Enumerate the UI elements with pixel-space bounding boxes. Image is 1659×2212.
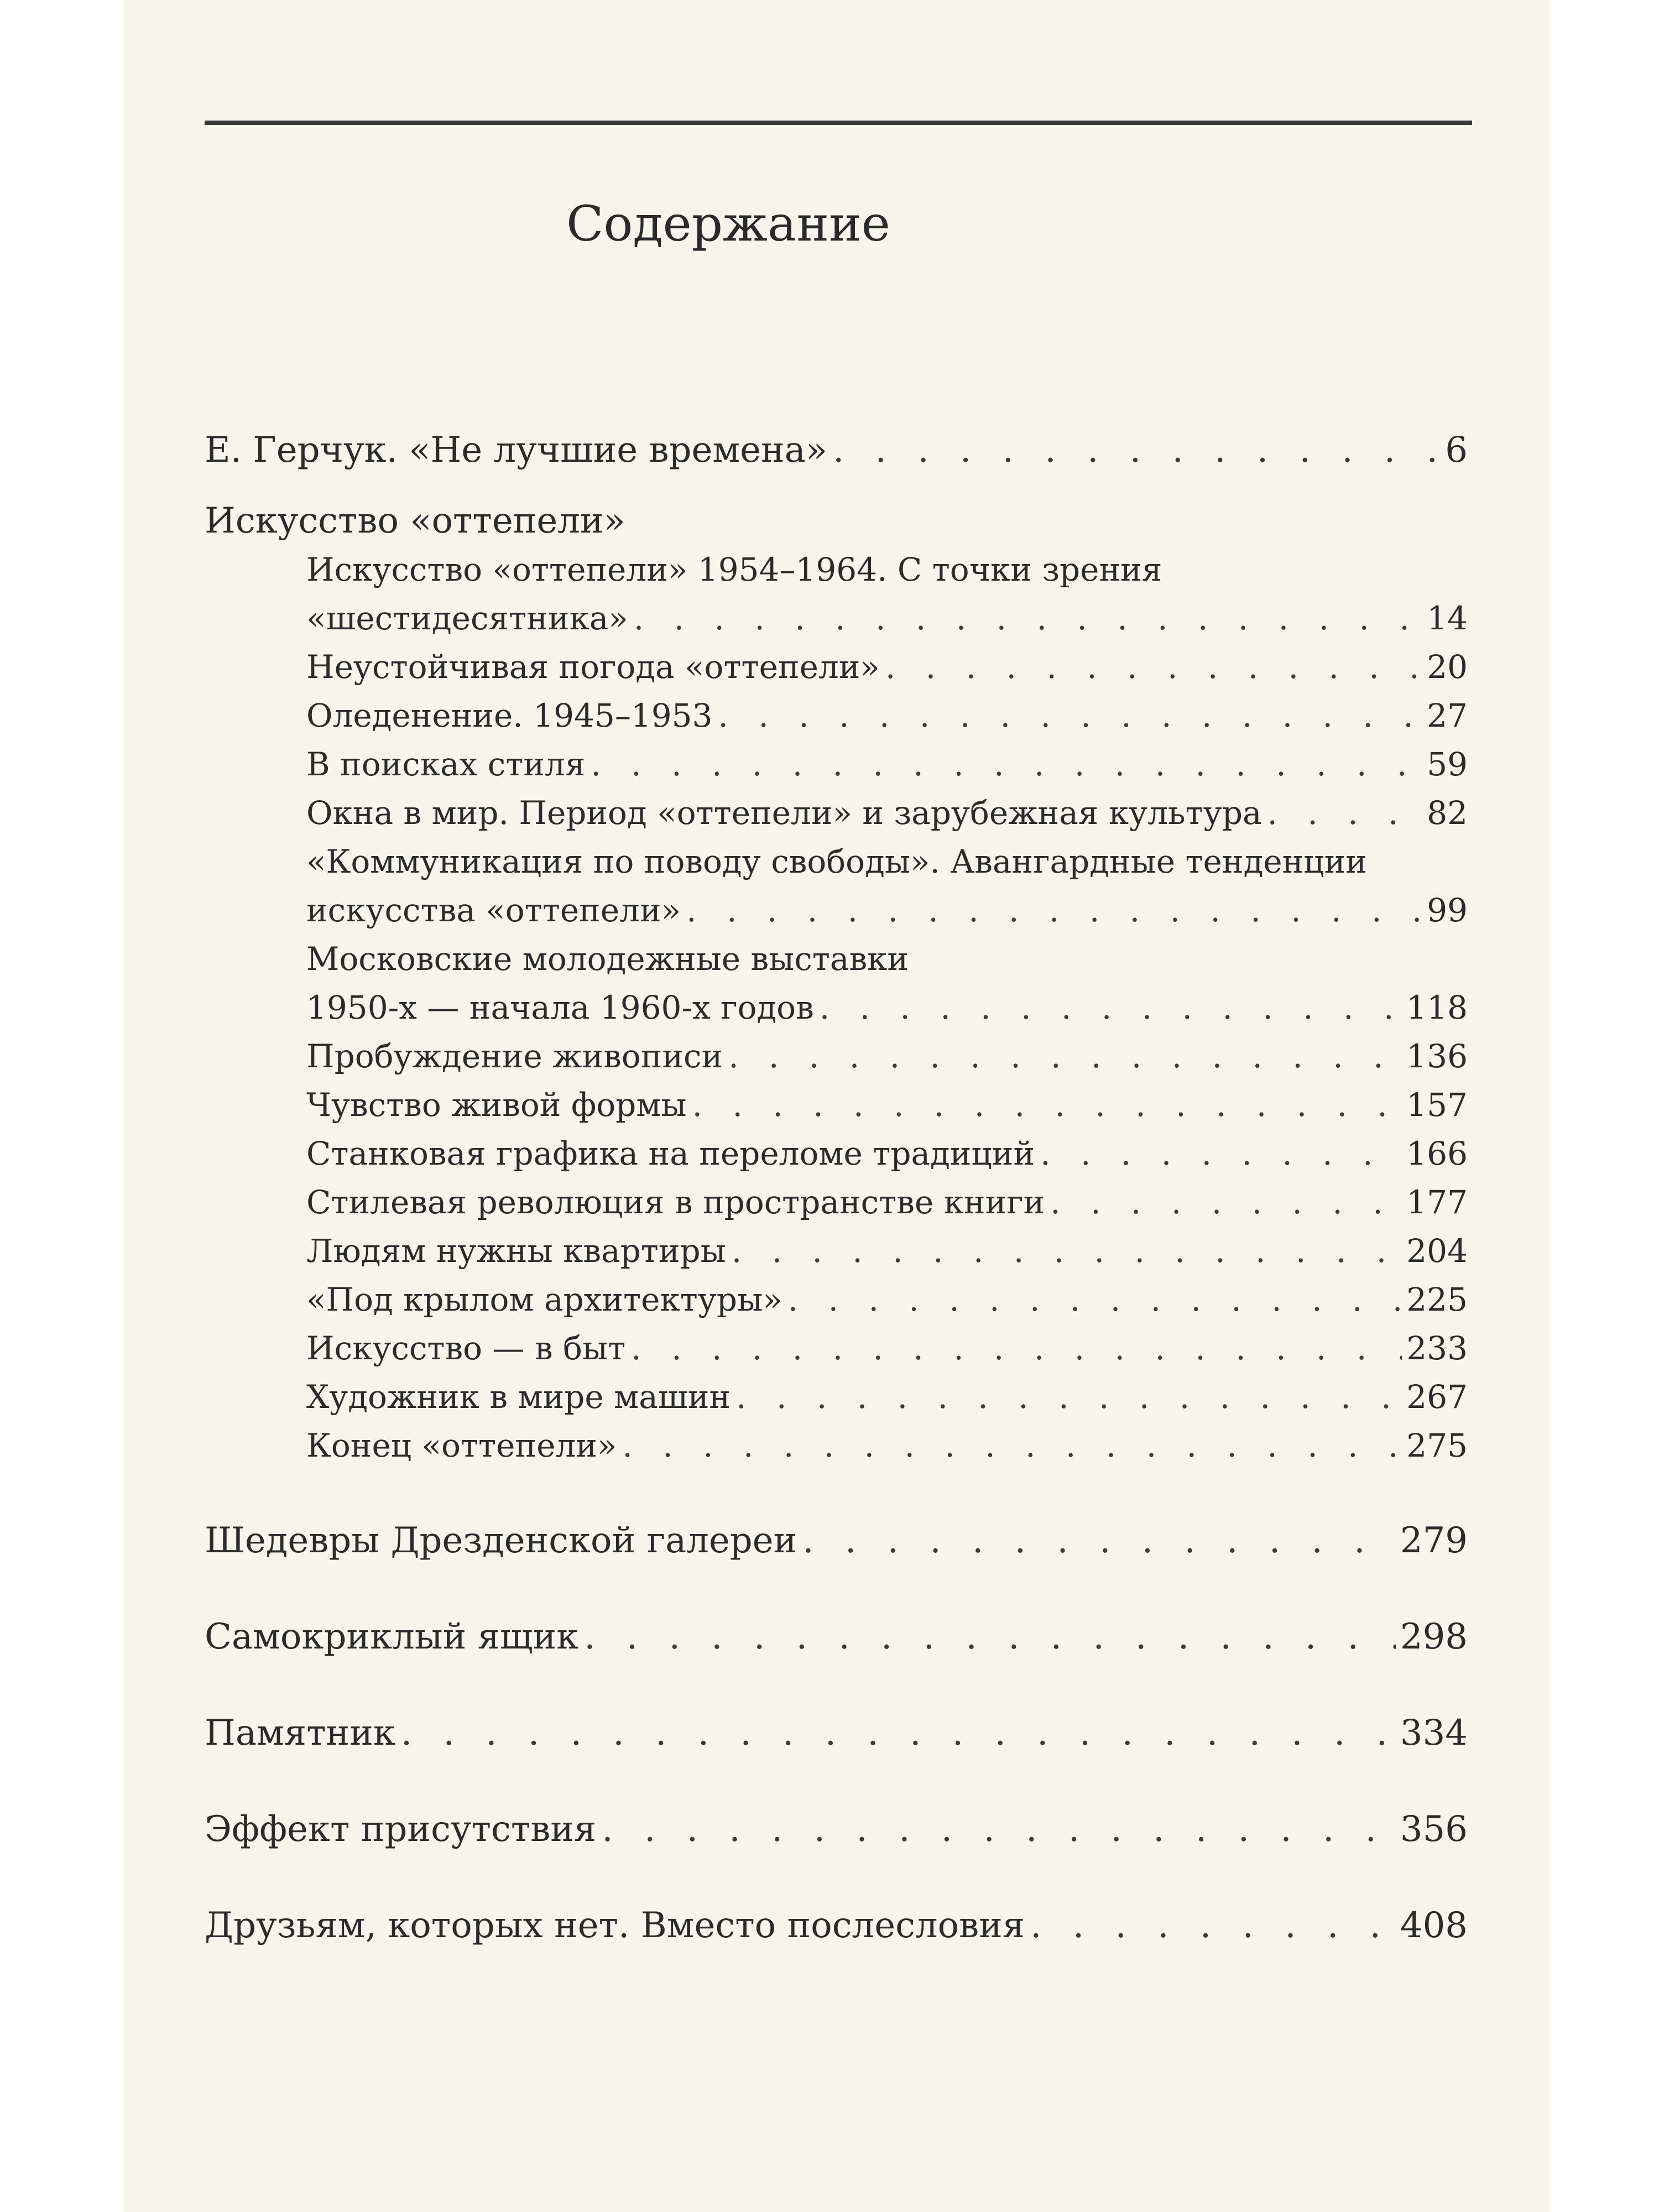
toc-entry-page: 59 bbox=[1427, 745, 1468, 783]
toc-subentry bbox=[205, 1275, 1468, 1324]
toc-entry-page: 6 bbox=[1445, 430, 1468, 471]
toc-entry-title: Памятник bbox=[205, 1713, 395, 1754]
dot-leader bbox=[732, 1227, 1402, 1275]
dot-leader bbox=[631, 1324, 1402, 1373]
toc-subentry bbox=[205, 1324, 1468, 1373]
toc-entry-title-line1: Московские молодежные выставки bbox=[306, 940, 909, 978]
toc-entry-page: 118 bbox=[1406, 989, 1468, 1026]
toc-entry bbox=[205, 1709, 1468, 1757]
toc-entry bbox=[205, 1516, 1468, 1565]
toc-entry-page: 279 bbox=[1400, 1520, 1468, 1561]
toc-entry-title: Неустойчивая погода «оттепели» bbox=[306, 648, 880, 686]
toc-subentry-line1 bbox=[205, 837, 1468, 886]
dot-leader bbox=[788, 1275, 1402, 1324]
dot-leader bbox=[401, 1709, 1396, 1757]
toc-entry-page: 334 bbox=[1400, 1713, 1468, 1754]
dot-leader bbox=[591, 740, 1422, 789]
dot-leader bbox=[1050, 1178, 1402, 1227]
toc-subentry bbox=[205, 1227, 1468, 1275]
toc-subentry bbox=[205, 740, 1468, 789]
header-rule bbox=[205, 121, 1472, 125]
dot-leader bbox=[692, 1081, 1402, 1129]
toc-subentry bbox=[205, 1421, 1468, 1470]
toc-entry-title: В поисках стиля bbox=[306, 745, 586, 783]
toc-entry-title-line1: «Коммуникация по поводу свободы». Авангардные тенденции bbox=[306, 843, 1367, 880]
toc-section-title: Искусство «оттепели» bbox=[205, 500, 625, 541]
toc-entry-page: 157 bbox=[1406, 1086, 1468, 1124]
toc-entry-title: 1950-х — начала 1960-х годов bbox=[306, 989, 814, 1026]
toc-subentry bbox=[205, 1081, 1468, 1129]
toc-section-heading bbox=[205, 497, 1468, 545]
dot-leader bbox=[736, 1373, 1402, 1421]
toc-entry-title: Людям нужны квартиры bbox=[306, 1232, 726, 1270]
dot-leader bbox=[1040, 1129, 1402, 1178]
toc-entry-title: Е. Герчук. «Не лучшие времена» bbox=[205, 430, 827, 471]
dot-leader bbox=[718, 691, 1422, 740]
dot-leader bbox=[1267, 789, 1423, 837]
toc-entry-title: Станковая графика на переломе традиций bbox=[306, 1135, 1035, 1172]
toc-entry-page: 82 bbox=[1427, 794, 1468, 832]
toc-subentry bbox=[205, 594, 1468, 643]
dot-leader bbox=[602, 1805, 1396, 1854]
dot-leader bbox=[802, 1516, 1396, 1565]
toc-subentry bbox=[205, 789, 1468, 837]
toc-subentry-line1 bbox=[205, 935, 1468, 983]
toc-entry-page: 27 bbox=[1427, 697, 1468, 734]
toc-subentry bbox=[205, 886, 1468, 935]
toc-entry-page: 204 bbox=[1406, 1232, 1468, 1270]
toc-entry-title: Окна в мир. Период «оттепели» и зарубежная культура bbox=[306, 794, 1262, 832]
toc-entry-page: 298 bbox=[1400, 1616, 1468, 1657]
toc-entry-title: Друзьям, которых нет. Вместо послесловия bbox=[205, 1905, 1025, 1946]
toc-entry-title: Конец «оттепели» bbox=[306, 1427, 617, 1464]
toc-subentry bbox=[205, 1129, 1468, 1178]
table-of-contents bbox=[205, 426, 1468, 1950]
toc-entry-title: Оледенение. 1945–1953 bbox=[306, 697, 713, 734]
toc-entry-page: 166 bbox=[1406, 1135, 1468, 1172]
page-title: Содержание bbox=[566, 195, 890, 252]
toc-entry-page: 233 bbox=[1406, 1329, 1468, 1367]
toc-entry-title: искусства «оттепели» bbox=[306, 891, 681, 929]
toc-entry bbox=[205, 1901, 1468, 1950]
toc-subentry bbox=[205, 1032, 1468, 1081]
toc-entry bbox=[205, 1805, 1468, 1854]
toc-entry-page: 177 bbox=[1406, 1183, 1468, 1221]
toc-subentry bbox=[205, 1178, 1468, 1227]
toc-entry-page: 267 bbox=[1406, 1378, 1468, 1416]
dot-leader bbox=[820, 983, 1402, 1032]
dot-leader bbox=[634, 594, 1422, 643]
toc-entry-title: Чувство живой формы bbox=[306, 1086, 687, 1124]
toc-entry-title: Пробуждение живописи bbox=[306, 1037, 723, 1075]
toc-entry-page: 275 bbox=[1406, 1427, 1468, 1464]
toc-entry-title: Эффект присутствия bbox=[205, 1809, 597, 1850]
dot-leader bbox=[1030, 1901, 1396, 1950]
toc-entry-page: 408 bbox=[1400, 1905, 1468, 1946]
toc-subentry bbox=[205, 643, 1468, 691]
dot-leader bbox=[584, 1613, 1396, 1661]
toc-entry-page: 20 bbox=[1427, 648, 1468, 686]
toc-entry bbox=[205, 426, 1468, 474]
toc-entry-title: Самокриклый ящик bbox=[205, 1616, 579, 1657]
toc-entry-title: Стилевая революция в пространстве книги bbox=[306, 1183, 1045, 1221]
toc-entry-title: «Под крылом архитектуры» bbox=[306, 1281, 782, 1318]
toc-entry-title: Художник в мире машин bbox=[306, 1378, 731, 1416]
toc-entry-title: «шестидесятника» bbox=[306, 599, 628, 637]
toc-entry-page: 356 bbox=[1400, 1809, 1468, 1850]
toc-subentry bbox=[205, 1373, 1468, 1421]
toc-subentry bbox=[205, 983, 1468, 1032]
dot-leader bbox=[885, 643, 1422, 691]
toc-entry-title-line1: Искусство «оттепели» 1954–1964. С точки зрения bbox=[306, 551, 1162, 588]
toc-subentry bbox=[205, 691, 1468, 740]
toc-entry-page: 14 bbox=[1427, 599, 1468, 637]
toc-entry-page: 136 bbox=[1406, 1037, 1468, 1075]
dot-leader bbox=[686, 886, 1422, 935]
dot-leader bbox=[833, 426, 1441, 474]
toc-entry bbox=[205, 1613, 1468, 1661]
toc-entry-page: 99 bbox=[1427, 891, 1468, 929]
toc-entry-page: 225 bbox=[1406, 1281, 1468, 1318]
toc-subentry-line1 bbox=[205, 545, 1468, 594]
toc-entry-title: Искусство — в быт bbox=[306, 1329, 626, 1367]
dot-leader bbox=[622, 1421, 1402, 1470]
dot-leader bbox=[728, 1032, 1402, 1081]
toc-entry-title: Шедевры Дрезденской галереи bbox=[205, 1520, 797, 1561]
